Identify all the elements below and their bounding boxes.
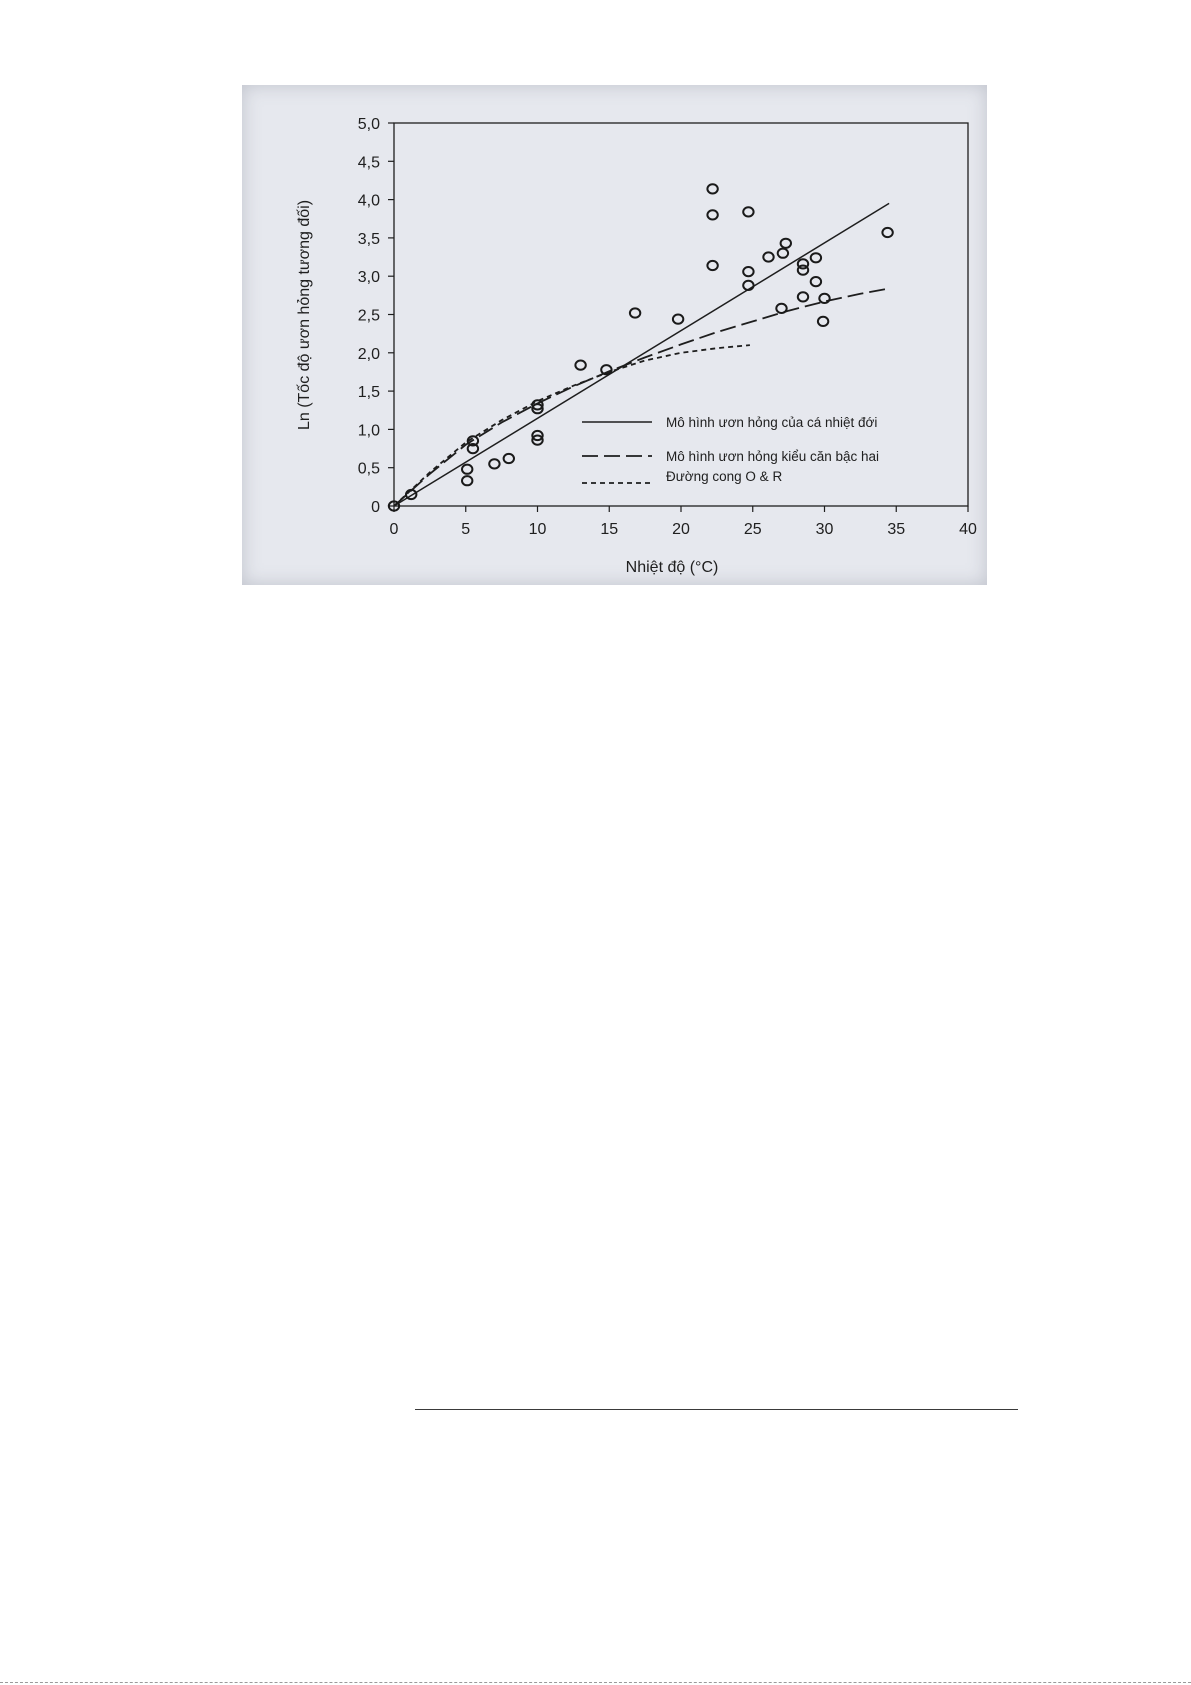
data-point bbox=[811, 277, 821, 286]
legend-label-or-curve: Đường cong O & R bbox=[666, 469, 783, 484]
x-tick-label: 40 bbox=[959, 521, 977, 538]
x-tick-label: 10 bbox=[528, 521, 547, 538]
y-axis-title: Ln (Tốc độ ươn hỏng tương đối) bbox=[296, 199, 313, 431]
x-tick-label: 0 bbox=[389, 521, 399, 538]
y-tick-label: 1,5 bbox=[357, 384, 380, 402]
y-tick-label: 0,5 bbox=[357, 460, 380, 478]
legend-label-tropical-model: Mô hình ươn hỏng của cá nhiệt đới bbox=[666, 415, 878, 430]
data-point bbox=[707, 210, 717, 219]
data-point bbox=[798, 266, 808, 275]
data-point bbox=[819, 294, 829, 303]
data-point bbox=[776, 304, 786, 313]
y-tick-label: 5,0 bbox=[357, 116, 380, 133]
x-axis-ticks bbox=[390, 506, 977, 538]
data-point bbox=[489, 459, 499, 468]
data-point bbox=[743, 267, 753, 276]
x-axis-title: Nhiệt độ (°C) bbox=[625, 559, 719, 576]
data-point bbox=[882, 228, 892, 237]
y-tick-label: 2,5 bbox=[357, 307, 380, 325]
chart-svg bbox=[242, 85, 987, 585]
y-tick-label: 4,5 bbox=[357, 154, 380, 172]
data-point bbox=[811, 253, 821, 262]
data-point bbox=[818, 317, 828, 326]
y-tick-label: 1,0 bbox=[357, 422, 380, 440]
y-tick-label: 0 bbox=[371, 499, 380, 516]
y-axis-ticks bbox=[358, 116, 394, 516]
x-tick-label: 15 bbox=[600, 521, 619, 538]
legend bbox=[582, 415, 879, 484]
y-tick-label: 3,0 bbox=[357, 269, 380, 287]
footnote-separator bbox=[415, 1409, 1018, 1410]
x-tick-label: 35 bbox=[887, 521, 906, 538]
x-tick-label: 30 bbox=[815, 521, 834, 538]
x-tick-label: 5 bbox=[461, 521, 471, 538]
chart-figure bbox=[242, 85, 987, 585]
data-point bbox=[743, 207, 753, 216]
y-tick-label: 3,5 bbox=[357, 230, 380, 248]
data-point bbox=[798, 292, 808, 301]
data-point bbox=[707, 261, 717, 270]
data-point bbox=[575, 361, 585, 370]
legend-label-square-root-model: Mô hình ươn hỏng kiểu căn bậc hai bbox=[666, 449, 880, 464]
x-tick-label: 20 bbox=[672, 521, 690, 538]
y-tick-label: 2,0 bbox=[357, 345, 380, 363]
data-point bbox=[781, 239, 791, 248]
x-tick-label: 25 bbox=[743, 521, 762, 538]
data-point bbox=[778, 249, 788, 258]
data-point bbox=[462, 465, 472, 474]
data-point bbox=[673, 315, 683, 324]
data-point bbox=[763, 252, 773, 261]
page-bottom-edge bbox=[0, 1682, 1191, 1683]
data-point bbox=[462, 476, 472, 485]
data-point bbox=[707, 184, 717, 193]
data-point bbox=[630, 308, 640, 317]
y-tick-label: 4,0 bbox=[357, 192, 380, 210]
data-point bbox=[504, 454, 514, 463]
